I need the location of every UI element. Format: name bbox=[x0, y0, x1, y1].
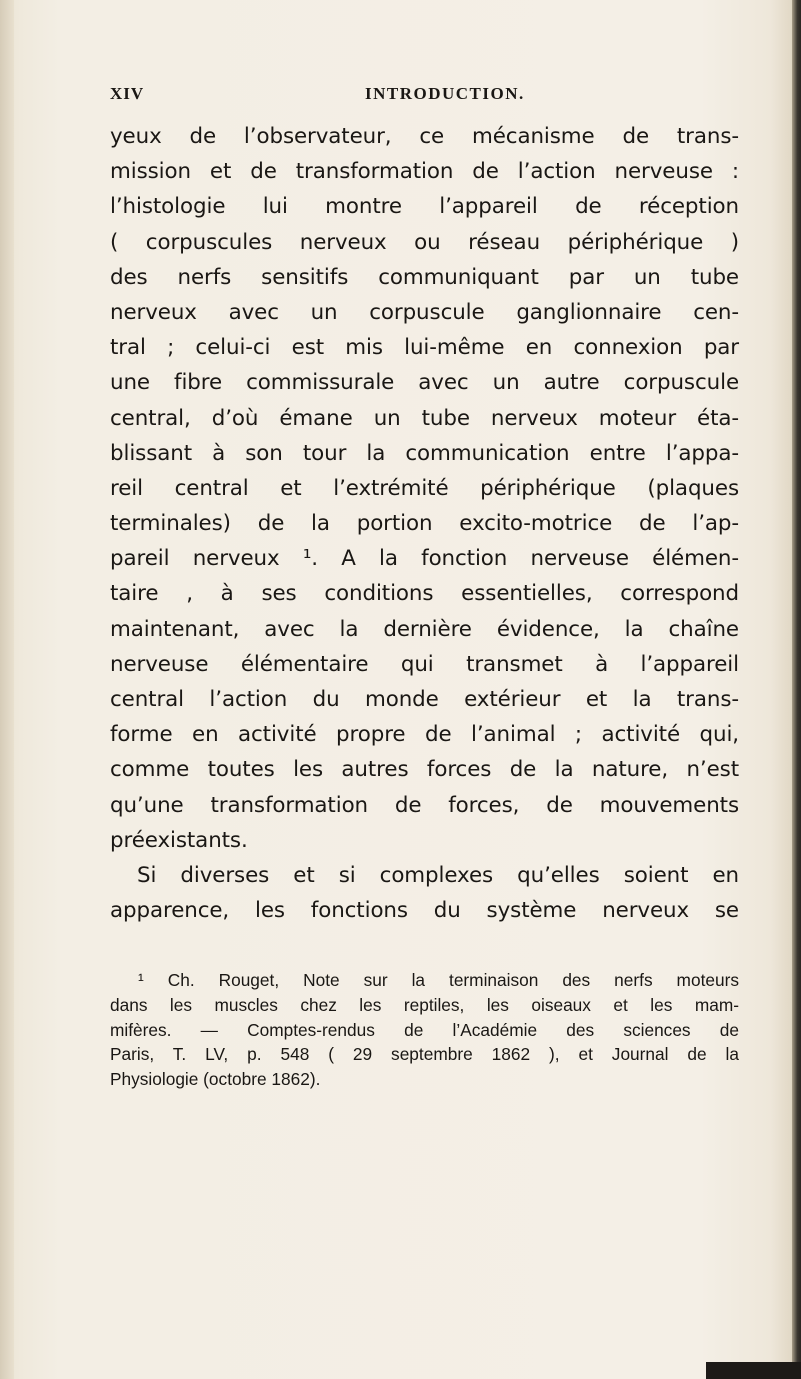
text-line: qu’une transformation de forces, de mouvements bbox=[110, 792, 739, 818]
text-line: nerveuse élémentaire qui transmet à l’appareil bbox=[110, 651, 739, 677]
page-header bbox=[110, 84, 750, 114]
text-line: nerveux avec un corpuscule ganglionnaire cen- bbox=[110, 299, 739, 325]
text-line: préexistants. bbox=[110, 827, 248, 853]
text-line: forme en activité propre de l’animal ; activité qui, bbox=[110, 722, 739, 748]
text-line: central, d’où émane un tube nerveux moteur éta- bbox=[110, 405, 739, 431]
body-text bbox=[110, 119, 739, 928]
text-line: maintenant, avec la dernière évidence, la chaîne bbox=[110, 616, 739, 642]
text-line: mission et de transformation de l’action nerveuse : bbox=[110, 159, 739, 185]
text-line: terminales) de la portion excito-motrice de l’ap- bbox=[110, 511, 739, 537]
footnote-line: Physiologie (octobre 1862). bbox=[110, 1069, 321, 1090]
text-line: reil central et l’extrémité périphérique (plaques bbox=[110, 475, 739, 501]
text-line: ( corpuscules nerveux ou réseau périphérique ) bbox=[110, 229, 739, 255]
footnote-line: mifères. — Comptes-rendus de l’Académie des sciences de bbox=[110, 1019, 739, 1040]
text-line: l’histologie lui montre l’appareil de réception bbox=[110, 194, 739, 220]
text-line: tral ; celui-ci est mis lui-même en connexion par bbox=[110, 335, 739, 361]
text-line: pareil nerveux ¹. A la fonction nerveuse élémen- bbox=[110, 546, 739, 572]
text-line: apparence, les fonctions du système nerveux se bbox=[110, 898, 739, 924]
text-line: blissant à son tour la communication entre l’appa- bbox=[110, 440, 739, 466]
page-gutter-shadow bbox=[0, 0, 14, 1379]
page-number: XIV bbox=[110, 84, 145, 103]
footnote bbox=[110, 968, 739, 1092]
page-edge-shadow bbox=[792, 0, 801, 1379]
text-line: taire , à ses conditions essentielles, correspond bbox=[110, 581, 739, 607]
footnote-line: ¹ Ch. Rouget, Note sur la terminaison des nerfs moteurs bbox=[138, 970, 739, 990]
running-title: INTRODUCTION. bbox=[365, 84, 525, 103]
text-line: des nerfs sensitifs communiquant par un tube bbox=[110, 264, 739, 290]
text-line: yeux de l’observateur, ce mécanisme de trans- bbox=[110, 124, 739, 149]
text-line: une fibre commissurale avec un autre corpuscule bbox=[110, 370, 739, 396]
text-line: comme toutes les autres forces de la nature, n’est bbox=[110, 757, 739, 783]
text-line: central l’action du monde extérieur et la trans- bbox=[110, 687, 739, 712]
footnote-line: dans les muscles chez les reptiles, les oiseaux et les mam- bbox=[110, 994, 739, 1015]
text-line: Si diverses et si complexes qu’elles soient en bbox=[137, 862, 739, 888]
footnote-line: Paris, T. LV, p. 548 ( 29 septembre 1862 ), et Journal de la bbox=[110, 1044, 739, 1065]
scan-edge-mark bbox=[706, 1362, 801, 1379]
